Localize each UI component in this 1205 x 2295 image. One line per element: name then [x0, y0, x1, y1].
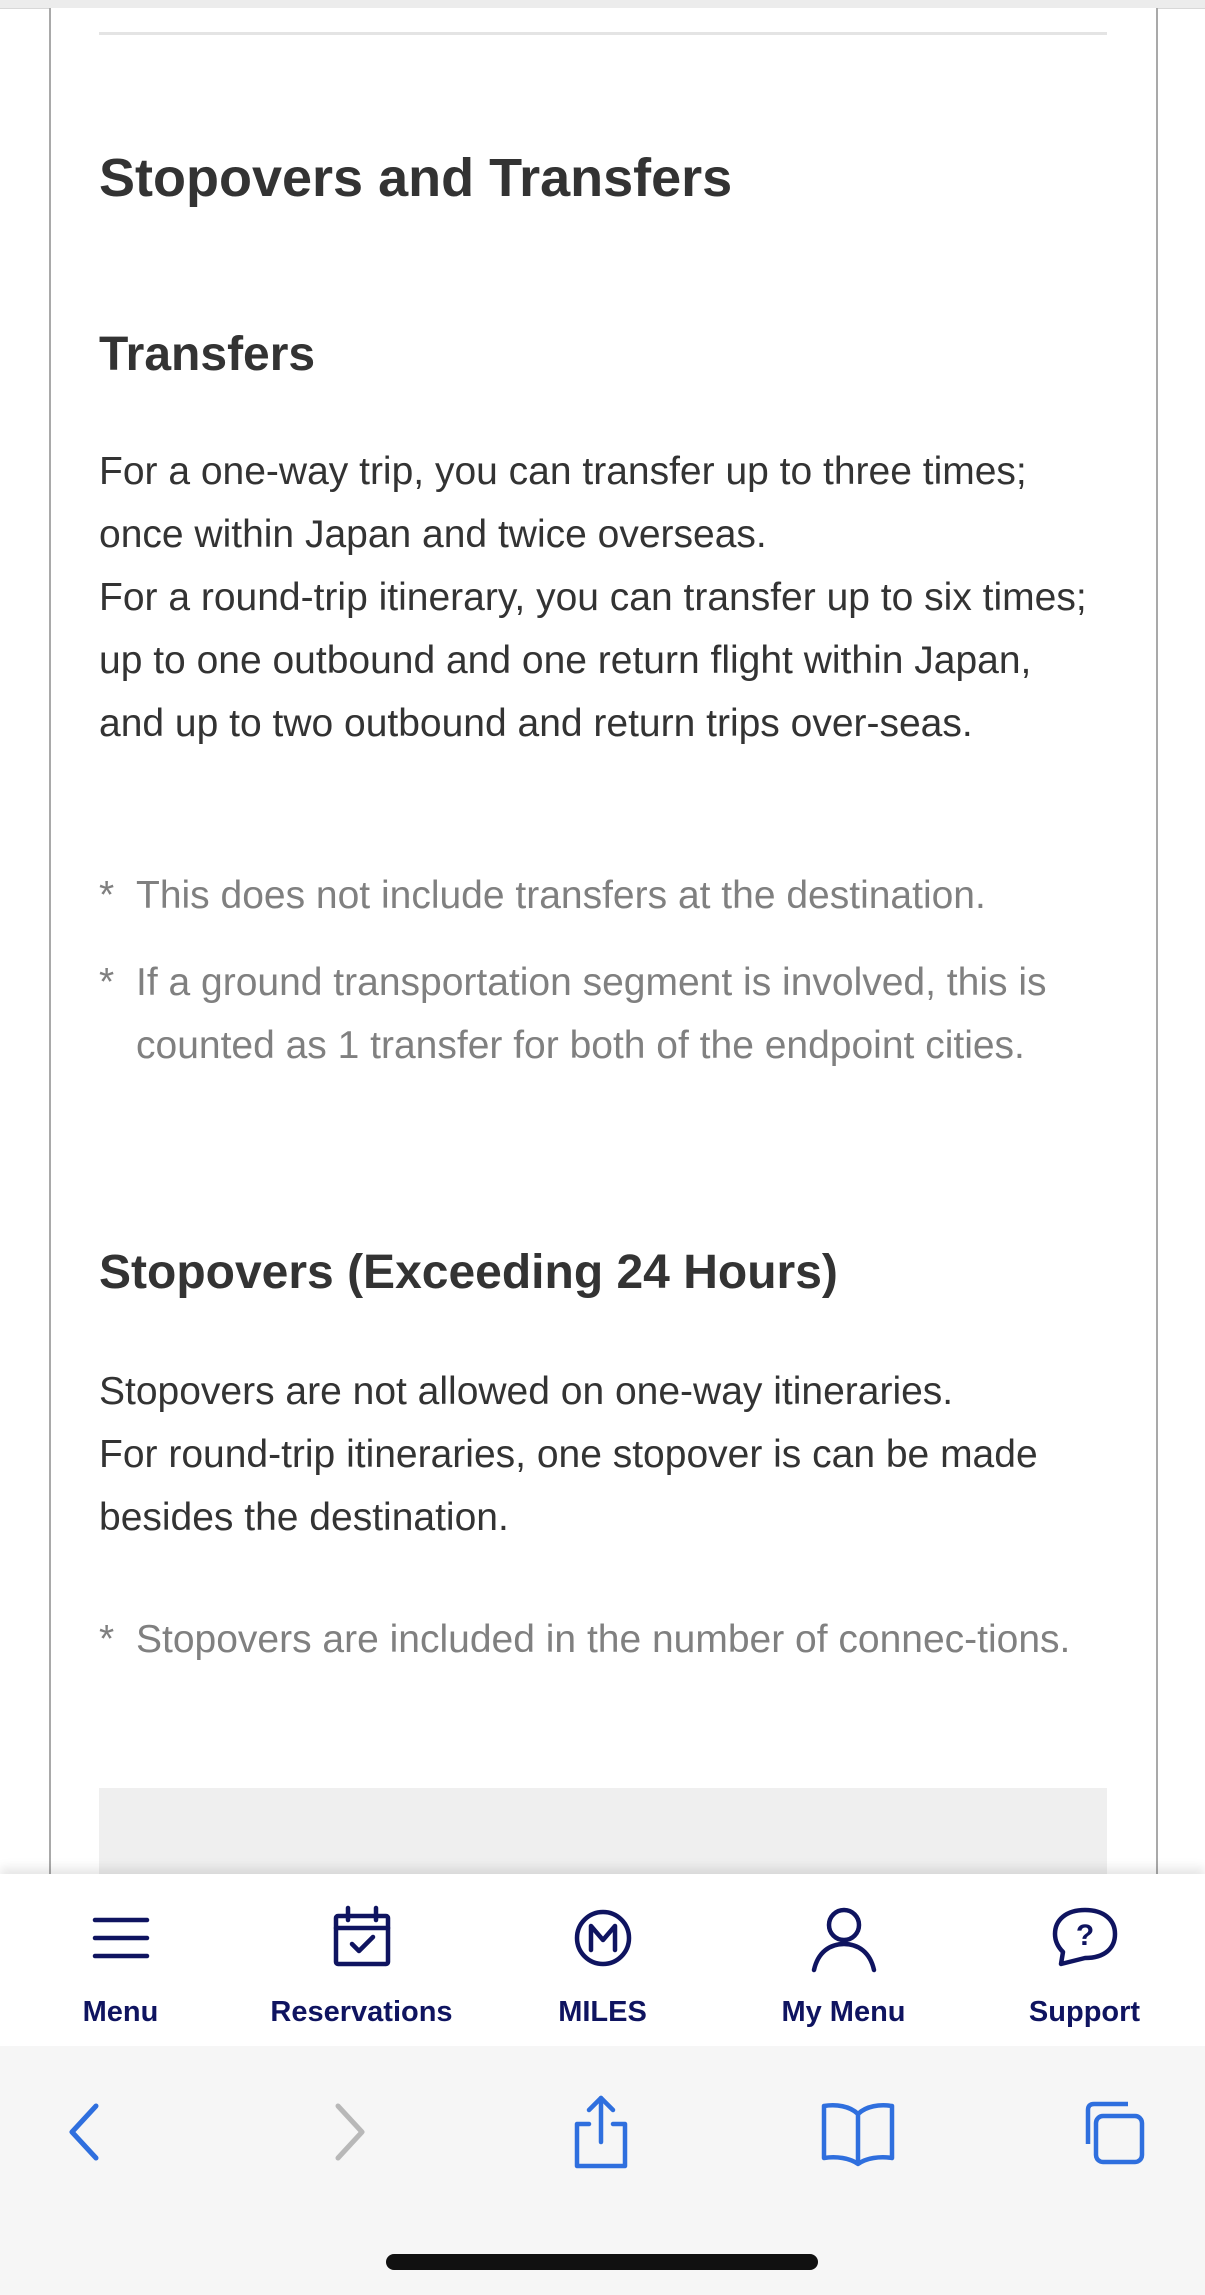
note-item: * This does not include transfers at the destination.: [99, 864, 1107, 927]
back-button[interactable]: [38, 2086, 134, 2182]
transfers-notes: [99, 864, 1107, 1101]
bookmarks-button[interactable]: [810, 2086, 906, 2182]
tabs-button[interactable]: [1066, 2086, 1162, 2182]
tab-label: MILES: [558, 1996, 647, 2028]
share-icon: [561, 2092, 641, 2177]
note-item: * Stopovers are included in the number of connec-tions.: [99, 1608, 1107, 1671]
question-bubble-icon: [1045, 1898, 1125, 1978]
tab-label: My Menu: [781, 1996, 906, 2028]
home-indicator: [386, 2254, 818, 2270]
transfers-paragraph-2: For a round-trip itinerary, you can transfer up to six times; up to one outbound and one return flight within Japan, and up to two outbound and return trips over-seas.: [99, 576, 1087, 745]
forward-button[interactable]: [300, 2086, 396, 2182]
stopovers-paragraph-1: Stopovers are not allowed on one-way itineraries.: [99, 1370, 954, 1413]
tab-label: Support: [1028, 1996, 1141, 2028]
tab-support[interactable]: [964, 1874, 1205, 2046]
stopovers-paragraph-2: For round-trip itineraries, one stopover is can be made besides the destination.: [99, 1433, 1038, 1539]
tab-reservations[interactable]: [241, 1874, 482, 2046]
back-icon: [46, 2092, 126, 2177]
divider: [99, 32, 1107, 35]
note-item: * If a ground transportation segment is involved, this is counted as 1 transfer for both of the endpoint cities.: [99, 951, 1107, 1077]
share-button[interactable]: [553, 2086, 649, 2182]
tab-menu[interactable]: [0, 1874, 241, 2046]
transfers-heading: Transfers: [99, 328, 316, 381]
miles-m-icon: [563, 1898, 643, 1978]
gray-content-box: [99, 1788, 1107, 1874]
content-panel[interactable]: [49, 8, 1158, 1874]
bookmarks-icon: [818, 2092, 898, 2177]
tab-my-menu[interactable]: [723, 1874, 964, 2046]
tab-miles[interactable]: [482, 1874, 723, 2046]
stopovers-heading: Stopovers (Exceeding 24 Hours): [99, 1246, 838, 1299]
svg-text:?: ?: [1075, 1919, 1094, 1952]
hamburger-icon: [81, 1898, 161, 1978]
tabs-icon: [1074, 2092, 1154, 2177]
tab-label: Menu: [82, 1996, 159, 2028]
stopovers-notes: [99, 1608, 1107, 1695]
person-icon: [804, 1898, 884, 1978]
transfers-paragraph-1: For a one-way trip, you can transfer up to three times; once within Japan and twice overseas.: [99, 450, 1027, 556]
calendar-check-icon: [322, 1898, 402, 1978]
tab-label: Reservations: [270, 1996, 453, 2028]
forward-icon: [308, 2092, 388, 2177]
page-title: Stopovers and Transfers: [99, 148, 733, 208]
bottom-tab-bar: [0, 1874, 1205, 2048]
